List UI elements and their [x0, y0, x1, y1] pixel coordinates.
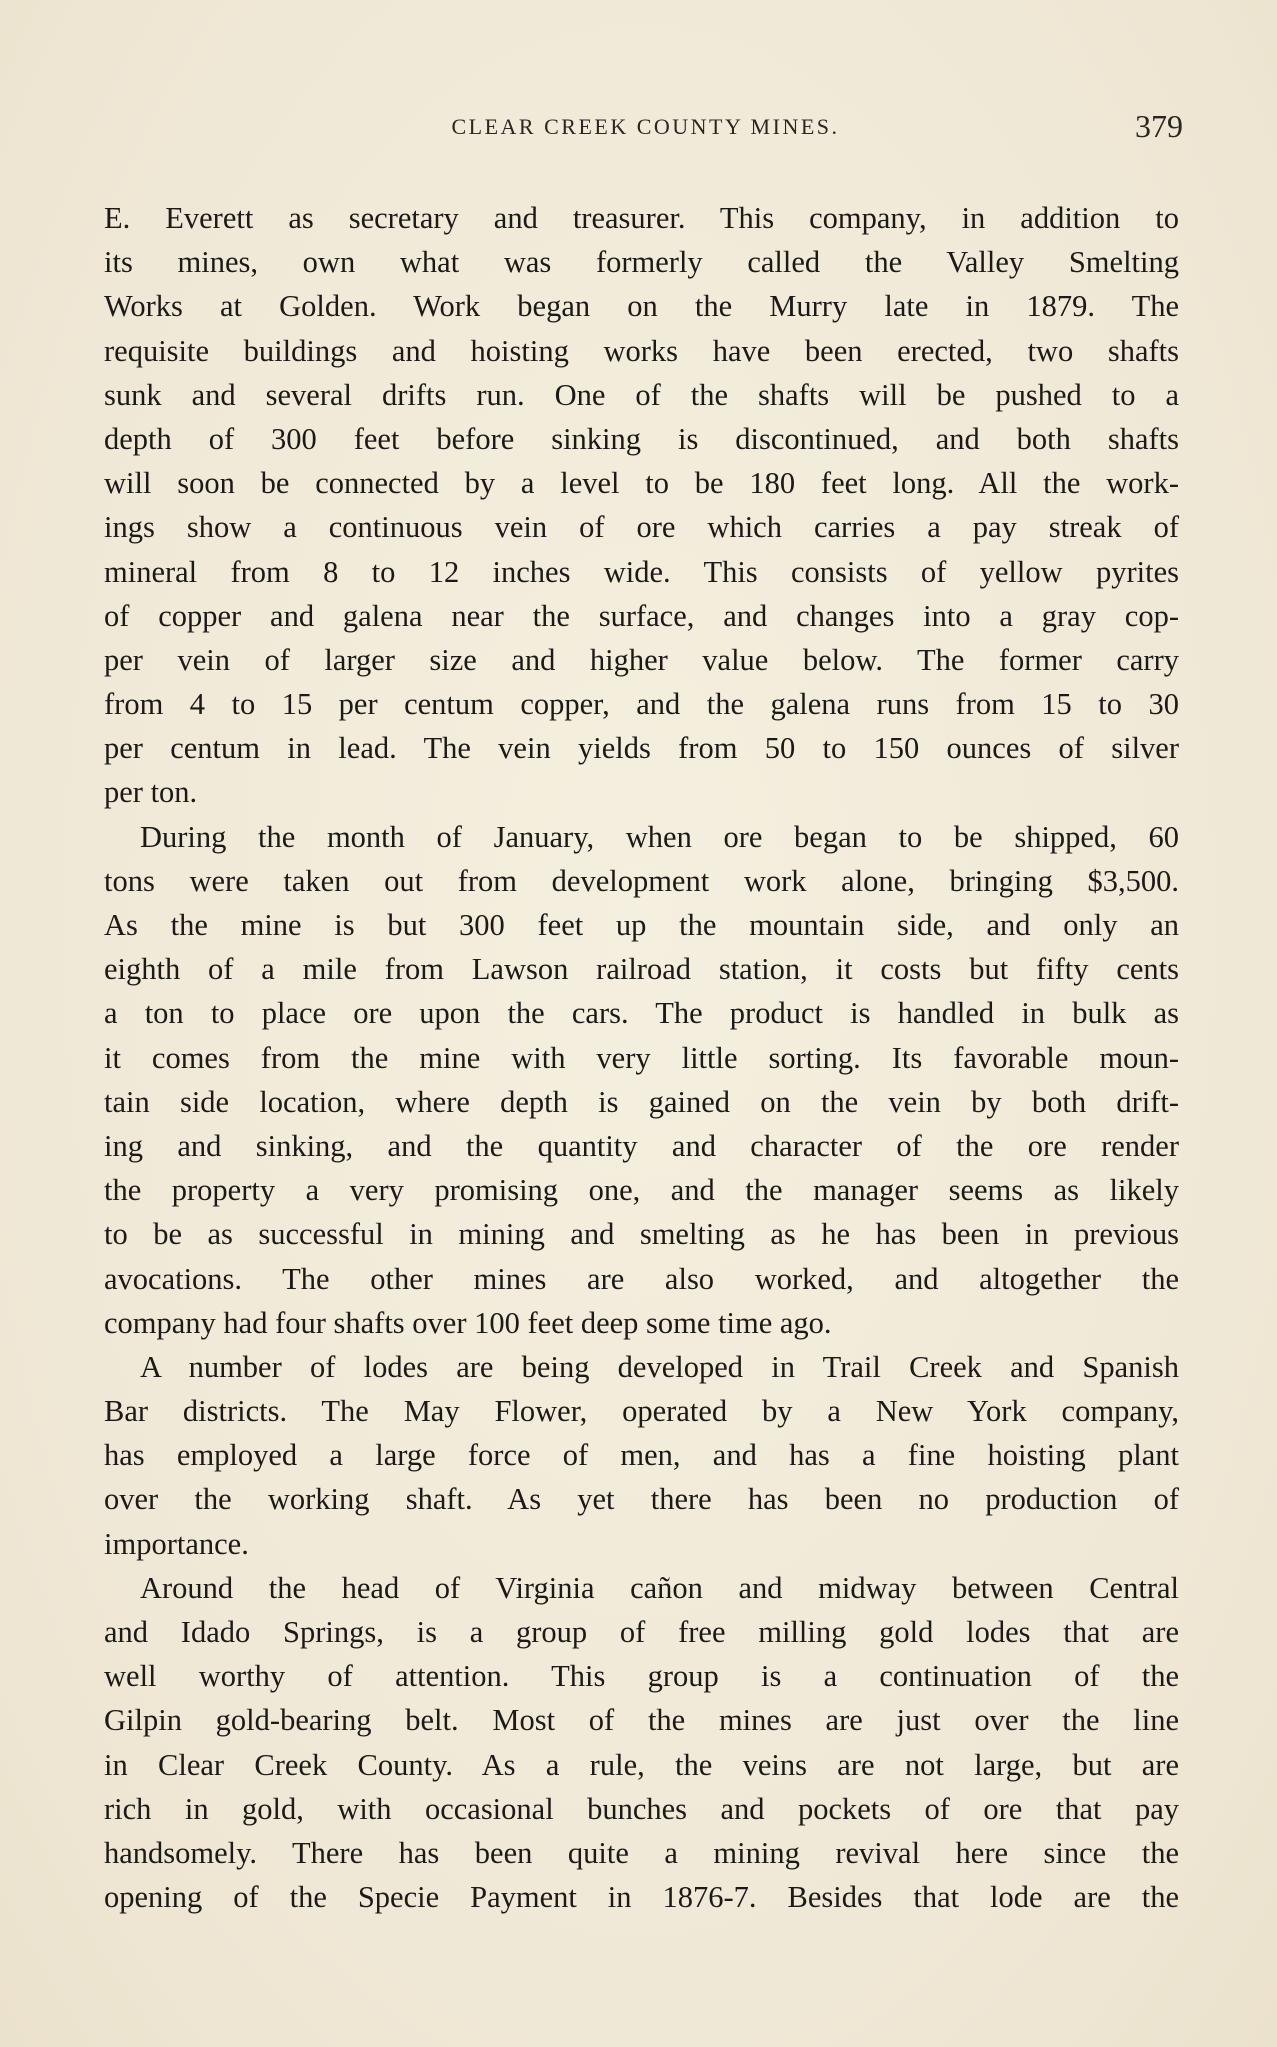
text-line: As the mine is but 300 feet up the mountain side, and only an — [104, 908, 1179, 942]
text-line: and Idado Springs, is a group of free milling gold lodes that are — [104, 1615, 1179, 1649]
text-line: eighth of a mile from Lawson railroad station, it costs but fifty cents — [104, 952, 1179, 987]
text-line: A number of lodes are being developed in Trail Creek and Spanish — [140, 1349, 1179, 1384]
text-line: will soon be connected by a level to be 180 feet long. All the work- — [104, 466, 1179, 501]
text-line: avocations. The other mines are also worked, and altogether the — [104, 1261, 1179, 1296]
text-line: tons were taken out from development work alone, bringing $3,500. — [104, 863, 1179, 898]
text-line: depth of 300 feet before sinking is discontinued, and both shafts — [104, 421, 1179, 456]
text-line: has employed a large force of men, and has a fine hoisting plant — [104, 1438, 1179, 1473]
text-line: in Clear Creek County. As a rule, the veins are not large, but are — [104, 1747, 1179, 1782]
text-line: handsomely. There has been quite a mining revival here since the — [104, 1835, 1179, 1870]
text-line: per ton. — [104, 775, 198, 810]
text-line: to be as successful in mining and smelting as he has been in previous — [104, 1217, 1179, 1252]
text-line: over the working shaft. As yet there has been no production of — [104, 1482, 1179, 1517]
text-line: opening of the Specie Payment in 1876-7. Besides that lode are the — [104, 1880, 1179, 1915]
text-line: it comes from the mine with very little sorting. Its favorable moun- — [104, 1040, 1179, 1075]
running-head: CLEAR CREEK COUNTY MINES. — [451, 114, 840, 139]
text-line: Around the head of Virginia cañon and midway between Central — [140, 1570, 1179, 1605]
text-line: tain side location, where depth is gained on the vein by both drift- — [104, 1084, 1179, 1119]
text-line: sunk and several drifts run. One of the shafts will be pushed to a — [104, 377, 1179, 412]
text-line: During the month of January, when ore began to be shipped, 60 — [140, 819, 1179, 854]
text-line: well worthy of attention. This group is a continuation of the — [104, 1659, 1179, 1694]
text-line: per centum in lead. The vein yields from 50 to 150 ounces of silver — [104, 731, 1179, 766]
text-line: mineral from 8 to 12 inches wide. This consists of yellow pyrites — [104, 554, 1179, 589]
text-line: the property a very promising one, and the manager seems as likely — [104, 1173, 1179, 1208]
body-text — [104, 196, 1179, 1919]
text-line: importance. — [104, 1526, 249, 1561]
text-line: E. Everett as secretary and treasurer. This company, in addition to — [104, 201, 1179, 235]
text-line: a ton to place ore upon the cars. The product is handled in bulk as — [104, 996, 1179, 1031]
text-line: Gilpin gold-bearing belt. Most of the mines are just over the line — [104, 1703, 1179, 1738]
text-line: ing and sinking, and the quantity and character of the ore render — [104, 1128, 1179, 1163]
text-line: from 4 to 15 per centum copper, and the galena runs from 15 to 30 — [104, 687, 1179, 722]
text-line: requisite buildings and hoisting works have been erected, two shafts — [104, 333, 1179, 368]
text-line: per vein of larger size and higher value below. The former carry — [104, 642, 1179, 677]
text-line: its mines, own what was formerly called the Valley Smelting — [104, 245, 1179, 280]
text-line: company had four shafts over 100 feet deep some time ago. — [104, 1305, 832, 1340]
page-number: 379 — [1135, 108, 1183, 144]
text-line: of copper and galena near the surface, and changes into a gray cop- — [104, 598, 1179, 633]
text-line: ings show a continuous vein of ore which carries a pay streak of — [104, 510, 1179, 545]
text-line: Bar districts. The May Flower, operated by a New York company, — [104, 1394, 1179, 1429]
page-header — [108, 108, 1183, 148]
text-line: rich in gold, with occasional bunches and pockets of ore that pay — [104, 1791, 1179, 1826]
text-line: Works at Golden. Work began on the Murry late in 1879. The — [104, 289, 1179, 324]
